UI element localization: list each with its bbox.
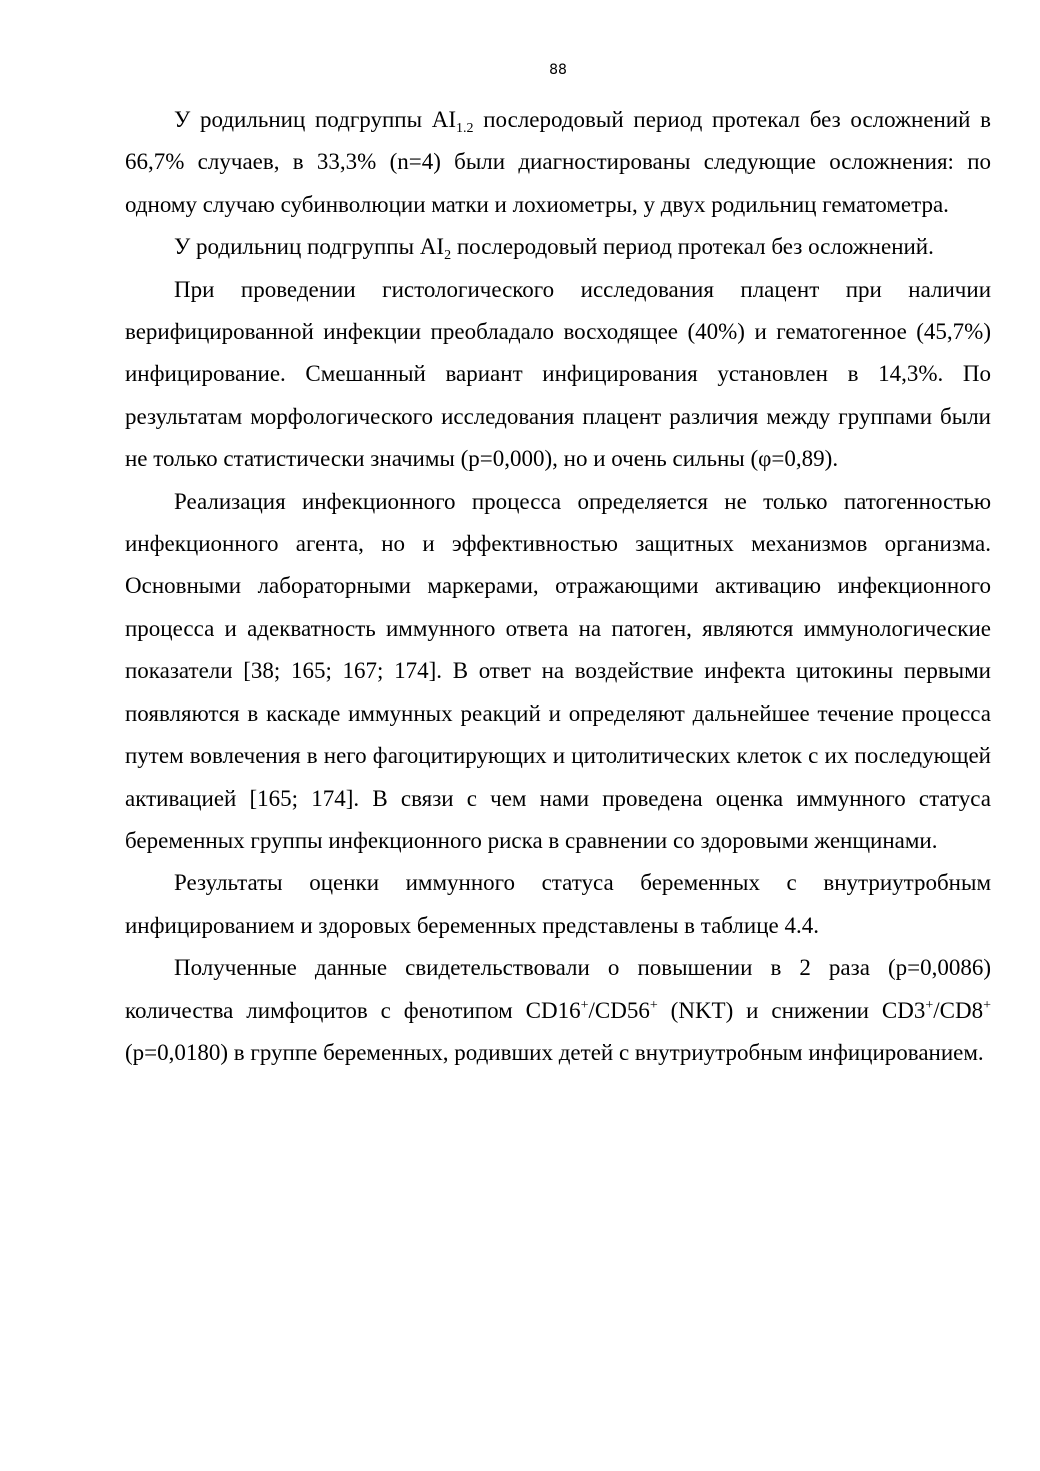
superscript-text: +: [925, 997, 934, 1013]
paragraph: [125, 862, 991, 947]
paragraph-text: послеродовый период протекал без осложнений в 66,7% случаев, в 33,3% (n=4) были диагностированы следующие осложнения: по одному случаю субинволюции матки и лохиометры, у двух родильниц гематометра.: [125, 107, 991, 217]
superscript-text: +: [983, 997, 991, 1013]
paragraph-text: У родильниц подгруппы AI: [174, 107, 457, 132]
paragraph-text: /CD8: [933, 997, 984, 1023]
paragraph-text: Результаты оценки иммунного статуса беременных с внутриутробным инфицированием и здоровых беременных представлены в таблице 4.4.: [125, 870, 991, 938]
subscript-text: 2: [444, 248, 452, 264]
paragraph-text: послеродовый период протекал без осложнений.: [451, 234, 934, 260]
paragraph: [125, 947, 991, 1074]
paragraph-text: У родильниц подгруппы AI: [174, 234, 445, 260]
paragraph: [125, 269, 991, 481]
paragraph: [125, 226, 991, 268]
paragraph: [125, 481, 991, 863]
paragraph-text: Реализация инфекционного процесса определяется не только патогенностью инфекционного агента, но и эффективностью защитных механизмов организма. Основными лабораторными маркерами, отражающими активацию инфекционного процесса и адекватность иммунного ответа на патоген, являются иммунологические показатели [38; 165; 167; 174]. В ответ на воздействие инфекта цитокины первыми появляются в каскаде иммунных реакций и определяют дальнейшее течение процесса путем вовлечения в него фагоцитирующих и цитолитических клеток с их последующей активацией [165; 174]. В связи с чем нами проведена оценка иммунного статуса беременных группы инфекционного риска в сравнении со здоровыми женщинами.: [125, 488, 991, 853]
paragraph-text: (p=0,0180) в группе беременных, родивших детей с внутриутробным инфицированием.: [125, 1039, 984, 1065]
paragraph-text: Полученные данные свидетельствовали о повышении в 2 раза (p=0,0086) количества лимфоцитов с фенотипом CD16: [125, 955, 991, 1023]
paragraph-text: /CD56: [588, 997, 650, 1023]
document-body: [125, 99, 991, 1074]
paragraph-text: При проведении гистологического исследования плацент при наличии верифицированной инфекции преобладало восходящее (40%) и гематогенное (45,7%) инфицирование. Смешанный вариант инфицирования установлен в 14,3%. По результатам морфологического исследования плацент различия между группами были не только статистически значимы (p=0,000), но и очень сильны (φ=0,89).: [125, 276, 991, 472]
superscript-text: +: [649, 997, 658, 1013]
paragraph: [125, 99, 991, 226]
subscript-text: 1.2: [456, 121, 474, 136]
superscript-text: +: [580, 997, 589, 1013]
paragraph-text: (NKT) и снижении CD3: [657, 997, 926, 1023]
page-number: 88: [549, 62, 567, 78]
